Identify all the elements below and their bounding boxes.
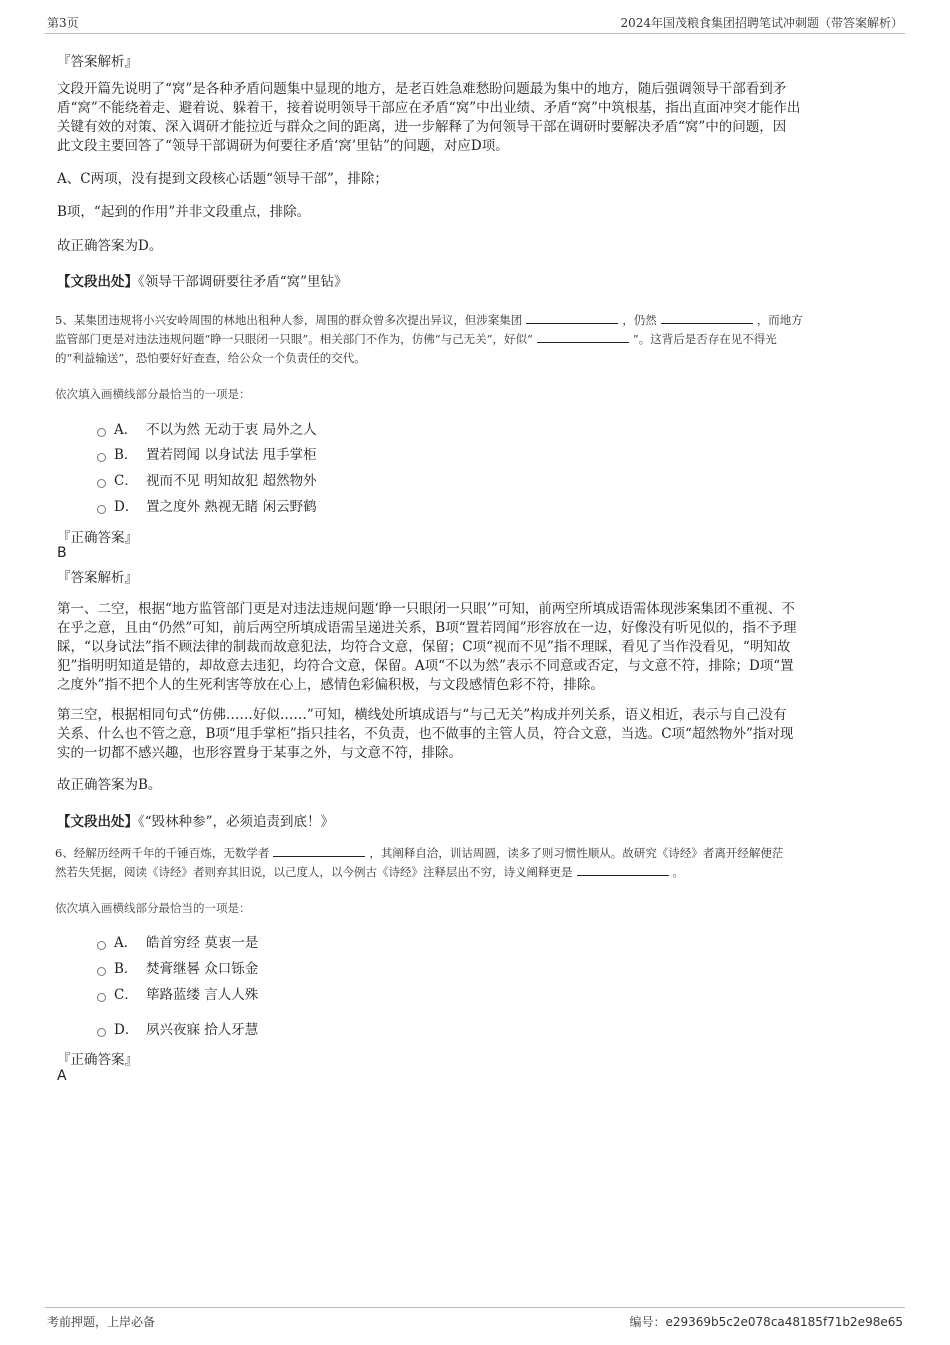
- analysis-line: 实的一切都不感兴趣，也形容置身于某事之外，与文意不符，排除。: [57, 745, 462, 761]
- correct-answer: B: [57, 545, 67, 561]
- analysis-line: 关键有效的对策、深入调研才能拉近与群众之间的距离，进一步解释了为何领导干部在调研时要解决矛盾“窝”中的问题，因: [57, 119, 787, 135]
- source-citation: [57, 270, 348, 290]
- conclusion: 故正确答案为B。: [57, 777, 162, 793]
- question-text: 然若失凭据，阅读《诗经》者则弃其旧说，以己度人，以今例古《诗经》注释层出不穷，诗义阐释更是: [55, 865, 573, 879]
- question-text: ”。这背后是否存在见不得光: [632, 332, 777, 346]
- option-b[interactable]: [97, 960, 258, 978]
- analysis-paragraph: [57, 600, 892, 695]
- code-value: e29369b5c2e078ca48185f71b2e98e65: [665, 1315, 903, 1329]
- option-c[interactable]: [97, 472, 317, 490]
- analysis-line: 睬，“以身试法”指不顾法律的制裁而故意犯法，均符合文意，保留；C项“视而不见”指不理睬，看见了当作没看见，“明知故: [57, 639, 791, 655]
- radio-icon[interactable]: [97, 479, 106, 488]
- option-text: 皓首穷经 莫衷一是: [146, 935, 259, 951]
- radio-icon[interactable]: [97, 1028, 106, 1037]
- question-text: ，而地方: [756, 313, 803, 327]
- question-6-stem: [55, 844, 893, 882]
- question-text: 监管部门更是对违法违规问题“睁一只眼闭一只眼”。相关部门不作为，仿佛“与己无关”，好似“: [55, 332, 533, 346]
- source-citation: [57, 810, 334, 830]
- source-label: 【文段出处】: [57, 814, 138, 830]
- analysis-line: 此文段主要回答了“领导干部调研为何要往矛盾‘窝’里钻”的问题，对应D项。: [57, 138, 509, 154]
- analysis-line: 在乎之意，且由“仍然”可知，前后两空所填成语需呈递进关系，B项“置若罔闻”形容放在一边，好像没有听见似的，指不予理: [57, 620, 797, 636]
- document-code: [629, 1313, 903, 1330]
- source-label: 【文段出处】: [57, 274, 138, 290]
- question-text: 的“利益输送”，恐怕要好好查查，给公众一个负责任的交代。: [55, 351, 366, 365]
- radio-icon[interactable]: [97, 941, 106, 950]
- analysis-note: A、C两项，没有提到文段核心话题“领导干部”，排除；: [57, 171, 388, 187]
- analysis-line: 之度外”指不把个人的生死利害等放在心上，感情色彩偏积极，与文段感情色彩不符，排除。: [57, 677, 604, 693]
- answer-blank: [273, 845, 365, 857]
- analysis-label: 『答案解析』: [57, 570, 138, 586]
- option-text: 焚膏继晷 众口铄金: [146, 961, 259, 977]
- analysis-label: 『答案解析』: [57, 54, 138, 70]
- correct-answer: A: [57, 1068, 67, 1084]
- option-text: 夙兴夜寐 拾人牙慧: [146, 1022, 259, 1038]
- question-instruction: 依次填入画横线部分最恰当的一项是：: [55, 387, 251, 401]
- source-title: 《“毁林种参”，必须追责到底！》: [138, 814, 335, 830]
- analysis-line: 盾“窝”不能绕着走、避着说、躲着干，接着说明领导干部应在矛盾“窝”中出业绩、矛盾“窝”中筑根基，指出直面冲突才能作出: [57, 100, 801, 116]
- radio-icon[interactable]: [97, 453, 106, 462]
- question-instruction: 依次填入画横线部分最恰当的一项是：: [55, 901, 251, 915]
- correct-answer-label: 『正确答案』: [57, 1052, 138, 1068]
- option-letter: B．: [114, 961, 138, 977]
- option-letter: C．: [114, 987, 138, 1003]
- answer-blank: [537, 331, 629, 343]
- footer-slogan: 考前押题，上岸必备: [47, 1315, 156, 1329]
- option-letter: A．: [114, 935, 138, 951]
- analysis-line: 第一、二空，根据“地方监管部门更是对违法违规问题‘睁一只眼闭一只眼’”可知，前两空所填成语需体现涉案集团不重视、不: [57, 601, 795, 617]
- code-label: 编号：: [629, 1315, 666, 1329]
- source-title: 《领导干部调研要往矛盾“窝”里钻》: [138, 274, 348, 290]
- analysis-paragraph: [57, 706, 892, 763]
- analysis-line: 第三空，根据相同句式“仿佛……好似……”可知，横线处所填成语与“与己无关”构成并列关系，语义相近，表示与自己没有: [57, 707, 787, 723]
- analysis-paragraph: [57, 80, 892, 156]
- page-number: 第3页: [47, 16, 79, 30]
- option-b[interactable]: [97, 446, 317, 464]
- option-a[interactable]: [97, 934, 258, 952]
- option-c[interactable]: [97, 986, 258, 1004]
- answer-blank: [577, 864, 669, 876]
- option-text: 不以为然 无动于衷 局外之人: [146, 422, 317, 438]
- option-text: 置若罔闻 以身试法 甩手掌柜: [146, 447, 317, 463]
- header-divider: [45, 33, 905, 34]
- question-text: ，其阐释自洽，训诂周圆，读多了则习惯性顺从。故研究《诗经》者离开经解便茫: [369, 846, 784, 860]
- footer-divider: [45, 1307, 905, 1308]
- analysis-note: B项，“起到的作用”并非文段重点，排除。: [57, 204, 311, 220]
- answer-blank: [526, 312, 618, 324]
- radio-icon[interactable]: [97, 505, 106, 514]
- option-d[interactable]: [97, 1021, 258, 1039]
- analysis-line: 关系、什么也不管之意，B项“甩手掌柜”指只挂名，不负责，也不做事的主管人员，符合文意，当选。C项“超然物外”指对现: [57, 726, 794, 742]
- option-letter: C．: [114, 473, 138, 489]
- radio-icon[interactable]: [97, 967, 106, 976]
- correct-answer-label: 『正确答案』: [57, 530, 138, 546]
- question-text: 6、经解历经两千年的千锤百炼，无数学者: [55, 846, 270, 860]
- option-text: 视而不见 明知故犯 超然物外: [146, 473, 317, 489]
- radio-icon[interactable]: [97, 993, 106, 1002]
- option-letter: A．: [114, 422, 138, 438]
- question-text: ，仍然: [622, 313, 657, 327]
- conclusion: 故正确答案为D。: [57, 238, 163, 254]
- option-letter: D．: [114, 1022, 139, 1038]
- analysis-line: 文段开篇先说明了“窝”是各种矛盾问题集中显现的地方，是老百姓急难愁盼问题最为集中的地方，随后强调领导干部看到矛: [57, 81, 787, 97]
- option-d[interactable]: [97, 498, 317, 516]
- radio-icon[interactable]: [97, 428, 106, 437]
- analysis-line: 犯”指明明知道是错的，却故意去违犯，均符合文意，保留。A项“不以为然”表示不同意或否定，与文意不符，排除；D项“置: [57, 658, 794, 674]
- option-a[interactable]: [97, 421, 317, 439]
- option-text: 筚路蓝缕 言人人殊: [146, 987, 259, 1003]
- option-letter: D．: [114, 499, 139, 515]
- question-5-stem: [55, 311, 893, 368]
- option-text: 置之度外 熟视无睹 闲云野鹤: [146, 499, 317, 515]
- question-text: 。: [672, 865, 684, 879]
- answer-blank: [661, 312, 753, 324]
- option-letter: B．: [114, 447, 138, 463]
- document-title: 2024年国茂粮食集团招聘笔试冲刺题（带答案解析）: [620, 16, 903, 30]
- question-text: 5、某集团违规将小兴安岭周围的林地出租种人参，周围的群众曾多次提出异议，但涉案集团: [55, 313, 523, 327]
